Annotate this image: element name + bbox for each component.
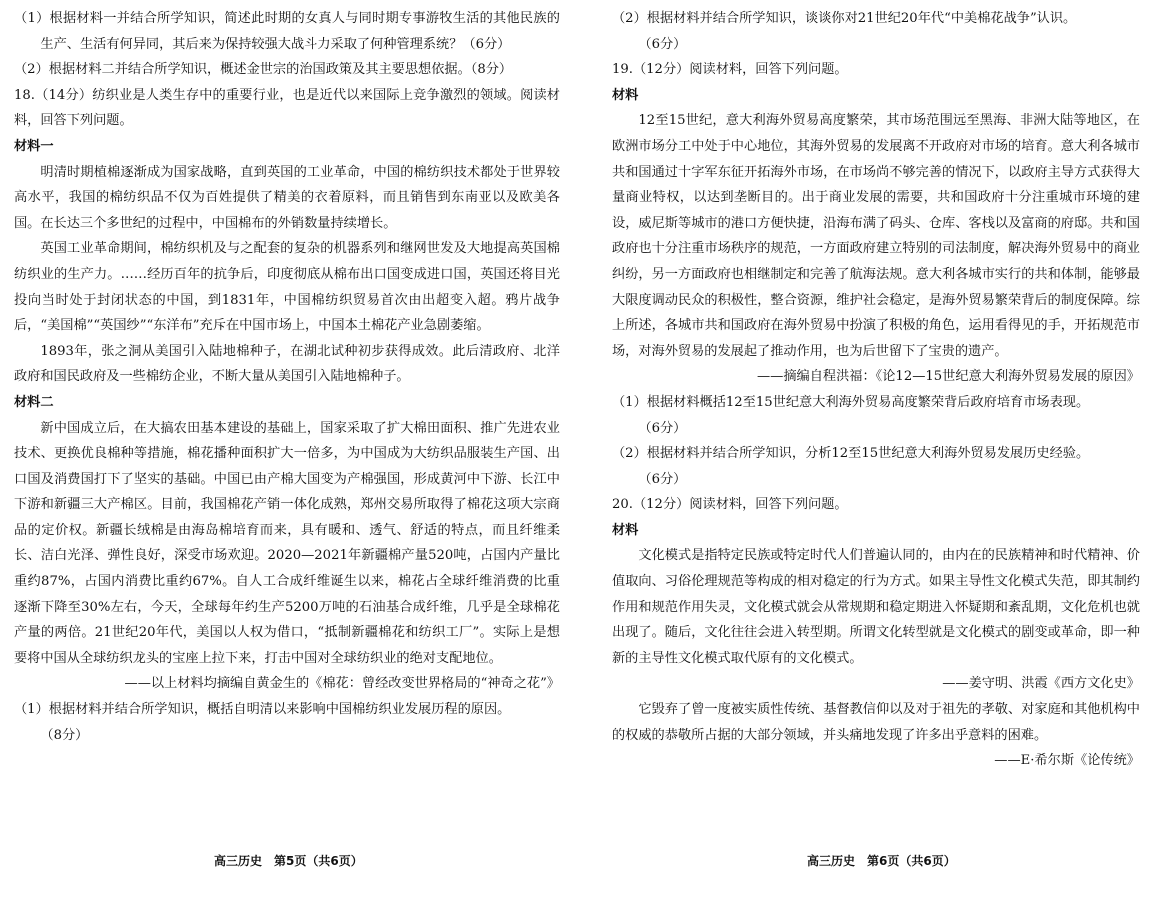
question-17-1: （1）根据材料一并结合所学知识，简述此时期的女真人与同时期专事游牧生活的其他民族的生产、生活有何异同，其后来为保持较强大战斗力采取了何种管理系统？（6分）	[14, 11, 560, 52]
question-18-2-score: （6分）	[638, 36, 687, 52]
material-19-paragraph: 12至15世纪，意大利海外贸易高度繁荣，其市场范围远至黑海、非洲大陆等地区，在欧洲市场分工中处于中心地位，其海外贸易的发展离不开政府对市场的培育。意大利各城市共和国通过十字军东征开拓海外市场，在市场尚不够完善的情况下，以政府主导方式获得大量商业特权，以达到垄断目的。出于商业发展的需要，共和国政府十分注重城市环境的建设，威尼斯等城市的港口方便快捷，沿海布满了码头、仓库、客栈以及富商的府邸。共和国政府也十分注重市场秩序的规范，一方面政府建立特别的司法制度，解决海外贸易中的商业纠纷，另一方面政府也相继制定和完善了航海法规。意大利各城市实行的共和体制，能够最大限度调动民众的积极性，整合资源，维护社会稳定，是海外贸易繁荣背后的制度保障。综上所述，各城市共和国政府在海外贸易中扮演了积极的角色，运用看得见的手，开拓规范市场，对海外贸易的发展起了推动作用，也为后世留下了宝贵的遗产。	[612, 113, 1140, 359]
question-17-2: （2）根据材料二并结合所学知识，概述金世宗的治国政策及其主要思想依据。（8分）	[14, 62, 513, 78]
material-1-paragraph-2: 英国工业革命期间，棉纺织机及与之配套的复杂的机器系列和继网世发及大地提高英国棉纺织业的生产力。……经历百年的抗争后，印度彻底从棉布出口国变成进口国，英国还将目光投向当时处于封闭状态的中国，到1831年，中国棉纺织贸易首次由出超变入超。鸦片战争后，“美国棉”“英国纱”“东洋布”充斥在中国市场上，中国本土棉花产业急剧萎缩。	[14, 241, 560, 334]
question-19-heading: 19.（12分）阅读材料，回答下列问题。	[612, 62, 848, 78]
material-2-source: ——以上材料均摘编自黄金生的《棉花：曾经改变世界格局的“神奇之花”》	[124, 676, 560, 692]
question-19-2: （2）根据材料并结合所学知识，分析12至15世纪意大利海外贸易发展历史经验。	[612, 446, 1090, 462]
material-1-paragraph-1: 明清时期植棉逐渐成为国家战略，直到英国的工业革命，中国的棉纺织技术都处于世界较高水平，我国的棉纺织品不仅为百姓提供了精美的衣着原料，而且销售到东南亚以及欧美各国。在长达三个多世纪的过程中，中国棉布的外销数量持续增长。	[14, 164, 560, 231]
question-18-1-score: （8分）	[40, 727, 89, 743]
material-19-source: ——摘编自程洪福：《论12—15世纪意大利海外贸易发展的原因》	[756, 369, 1140, 385]
material-2-paragraph: 新中国成立后，在大搞农田基本建设的基础上，国家采取了扩大棉田面积、推广先进农业技术、更换优良棉种等措施，棉花播种面积扩大一倍多，为中国成为大纺织品服装生产国、出口国及消费国打下了坚实的基础。中国已由产棉大国变为产棉强国，形成黄河中下游、长江中下游和新疆三大产棉区。目前，我国棉花产销一体化成熟，郑州交易所取得了棉花这项大宗商品的定价权。新疆长绒棉是由海岛棉培育而来，具有暖和、透气、舒适的特点，而且纤维柔长、洁白光泽、弹性良好，深受市场欢迎。2020—2021年新疆棉产量520吨，占国内产量比重约87%，占国内消费比重约67%。自人工合成纤维诞生以来，棉花占全球纤维消费的比重逐渐下降至30%左右，今天，全球每年约生产5200万吨的石油基合成纤维，几乎是全球棉花产量的两倍。21世纪20年代，美国以人权为借口，“抵制新疆棉花和纺织工厂”。实际上是想要将中国从全球纺织龙头的宝座上拉下来，打击中国对全球纺织业的绝对支配地位。	[14, 420, 560, 666]
material-20-label: 材料	[612, 522, 639, 538]
page-footer-5: 高三历史 第5页（共6页）	[214, 854, 363, 868]
question-18-2: （2）根据材料并结合所学知识，谈谈你对21世纪20年代“中美棉花战争”认识。	[612, 11, 1077, 26]
question-20-heading: 20.（12分）阅读材料，回答下列问题。	[612, 497, 848, 513]
question-18-heading: 18.（14分）纺织业是人类生存中的重要行业，也是近代以来国际上竞争激烈的领域。阅读材料，回答下列问题。	[14, 87, 560, 129]
left-page-column	[14, 6, 560, 748]
material-20-source-1: ——姜守明、洪霞《西方文化史》	[942, 676, 1140, 692]
material-20-paragraph-1: 文化模式是指特定民族或特定时代人们普遍认同的，由内在的民族精神和时代精神、价值取向、习俗伦理规范等构成的相对稳定的行为方式。如果主导性文化模式失范，即其制约作用和规范作用失灵，文化模式就会从常规期和稳定期进入怀疑期和紊乱期，文化危机也就出现了。随后，文化往往会进入转型期。所谓文化转型就是文化模式的剧变或革命，即一种新的主导性文化模式取代原有的文化模式。	[612, 548, 1140, 666]
question-19-1-score: （6分）	[638, 420, 687, 436]
material-19-label: 材料	[612, 87, 639, 103]
question-18-1: （1）根据材料并结合所学知识，概括自明清以来影响中国棉纺织业发展历程的原因。	[14, 702, 511, 718]
material-2-label: 材料二	[14, 394, 54, 410]
right-page-column	[612, 6, 1140, 774]
material-20-source-2: ——E·希尔斯《论传统》	[994, 753, 1140, 769]
material-1-paragraph-3: 1893年，张之洞从美国引入陆地棉种子，在湖北试种初步获得成效。此后清政府、北洋政府和国民政府及一些棉纺企业，不断大量从美国引入陆地棉种子。	[14, 343, 560, 385]
material-1-label: 材料一	[14, 138, 54, 154]
question-19-2-score: （6分）	[638, 471, 687, 487]
question-19-1: （1）根据材料概括12至15世纪意大利海外贸易高度繁荣背后政府培育市场表现。	[612, 394, 1090, 410]
page-footer-6: 高三历史 第6页（共6页）	[807, 854, 956, 868]
material-20-paragraph-2: 它毁弃了曾一度被实质性传统、基督教信仰以及对于祖先的孝敬、对家庭和其他机构中的权威的恭敬所占据的大部分领域，并头痛地发现了许多出乎意料的困难。	[612, 702, 1140, 743]
